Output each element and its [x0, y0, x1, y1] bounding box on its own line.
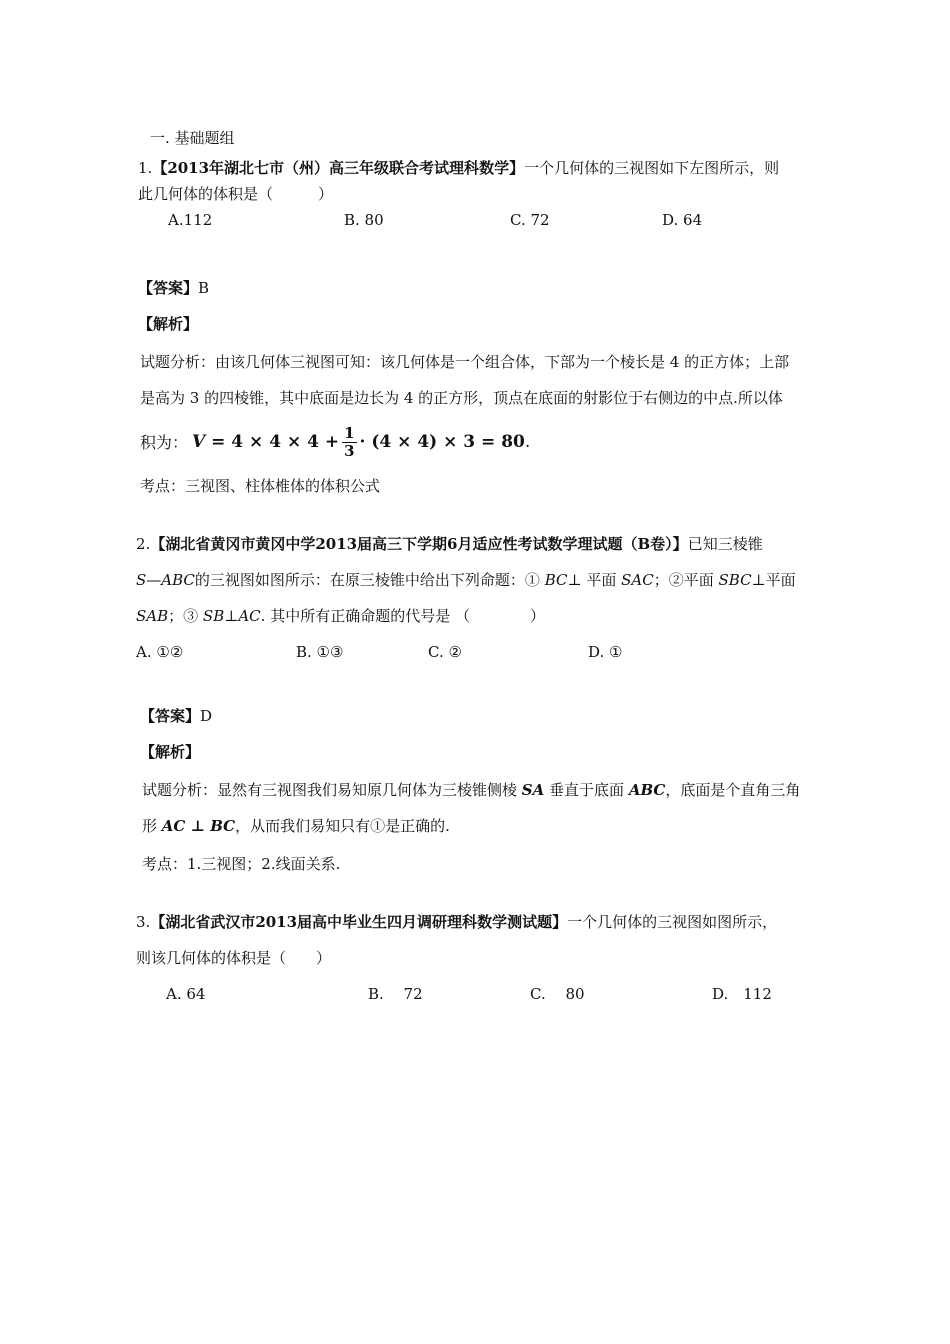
q2-analysis-line2: [142, 816, 450, 836]
dash: —: [146, 571, 162, 589]
text: 试题分析：显然有三视图我们易知原几何体为三棱锥侧棱: [142, 781, 522, 799]
q1-option-b: B. 80: [344, 211, 384, 229]
formula-end: .: [524, 432, 531, 452]
q1-analysis-label: 【解析】: [138, 315, 199, 333]
q3-stem-line2: 则该几何体的体积是（ ）: [136, 949, 332, 967]
var-ac: AC: [238, 607, 261, 625]
var-abc: ABC: [161, 571, 195, 589]
text: ，底面是个直角三角: [665, 781, 801, 799]
q1-option-c: C. 72: [510, 211, 550, 229]
q1-stem-line2: 此几何体的体积是（ ）: [138, 185, 334, 203]
q1-source: 【2013年湖北七市（州）高三年级联合考试理科数学】: [152, 159, 525, 177]
q1-option-d: D. 64: [662, 211, 703, 229]
q3-option-c: C. 80: [530, 985, 585, 1003]
q1-formula-label: 积为：: [140, 433, 189, 452]
q3-option-a: A. 64: [166, 985, 206, 1003]
q2-answer: [140, 706, 212, 726]
q2-line1: [136, 534, 763, 554]
q3-source: 【湖北省武汉市2013届高中毕业生四月调研理科数学测试题】: [150, 913, 568, 931]
text: ⊥ 平面: [567, 571, 622, 589]
q1-analysis-line2: 是高为 3 的四棱锥，其中底面是边长为 4 的正方形，顶点在底面的射影位于右侧边的中点.所以体: [140, 389, 783, 407]
q1-line1: [138, 158, 779, 178]
q2-line3: [136, 606, 545, 626]
var-abc: ABC: [628, 781, 666, 799]
expr-ac-perp-bc: AC ⊥ BC: [161, 817, 236, 835]
formula-fraction: [342, 425, 356, 460]
q2-line2: [136, 570, 796, 590]
var-sbc: SBC: [718, 571, 752, 589]
q2-analysis-label: 【解析】: [140, 743, 201, 761]
q3-stem-line1: 一个几何体的三视图如图所示，: [567, 913, 778, 931]
q2-option-d: D. ①: [588, 643, 623, 661]
text: 形: [142, 817, 162, 835]
text: ⊥平面: [751, 571, 796, 589]
q1-answer: [138, 278, 209, 298]
q3-number: 3.: [136, 913, 151, 931]
section-title: 一. 基础题组: [150, 129, 235, 147]
q1-kaodian: 考点：三视图、柱体椎体的体积公式: [140, 477, 381, 495]
formula-left: = 4 × 4 × 4 +: [211, 432, 340, 452]
q1-option-a: A.112: [168, 211, 213, 229]
q3-option-b: B. 72: [368, 985, 423, 1003]
q2-stem-tail1: 已知三棱锥: [687, 535, 763, 553]
fraction-denominator: 3: [344, 441, 355, 460]
var-sab: SAB: [136, 607, 169, 625]
q1-stem-line1: 一个几何体的三视图如下左图所示，则: [524, 159, 780, 177]
q2-analysis-line1: [142, 780, 800, 800]
text: 垂直于底面: [544, 781, 629, 799]
var-sa: SA: [521, 781, 545, 799]
var-sb: SB: [202, 607, 225, 625]
var-bc: BC: [544, 571, 568, 589]
text: ；③: [168, 607, 203, 625]
q1-number: 1.: [138, 159, 153, 177]
formula-right: · (4 × 4) × 3 = 80: [359, 432, 525, 452]
q2-kaodian: 考点：1.三视图；2.线面关系.: [142, 855, 341, 873]
q3-option-d: D. 112: [712, 985, 772, 1003]
text: ，从而我们易知只有①是正确的.: [235, 817, 450, 835]
text: . 其中所有正确命题的代号是 （ ）: [260, 607, 545, 625]
q2-source: 【湖北省黄冈市黄冈中学2013届高三下学期6月适应性考试数学理试题（B卷）】: [150, 535, 688, 553]
q1-analysis-line1: 试题分析：由该几何体三视图可知：该几何体是一个组合体，下部为一个棱长是 4 的正方体；上部: [140, 353, 790, 371]
q2-option-b: B. ①③: [296, 643, 344, 661]
q2-number: 2.: [136, 535, 151, 553]
perp: ⊥: [224, 607, 239, 625]
var-sac: SAC: [621, 571, 654, 589]
q1-formula-expression: [192, 420, 530, 464]
text: 的三视图如图所示：在原三棱锥中给出下列命题：①: [194, 571, 545, 589]
q2-option-c: C. ②: [428, 643, 462, 661]
q2-answer-label: 【答案】: [140, 707, 201, 725]
text: ；②平面: [653, 571, 719, 589]
q1-answer-label: 【答案】: [138, 279, 199, 297]
q1-answer-value: B: [198, 279, 210, 297]
formula-var: V: [192, 432, 206, 452]
var-s: S: [136, 571, 147, 589]
q2-answer-value: D: [200, 707, 213, 725]
q2-option-a: A. ①②: [136, 643, 184, 661]
q3-line1: [136, 912, 777, 932]
fraction-numerator: 1: [344, 423, 355, 442]
